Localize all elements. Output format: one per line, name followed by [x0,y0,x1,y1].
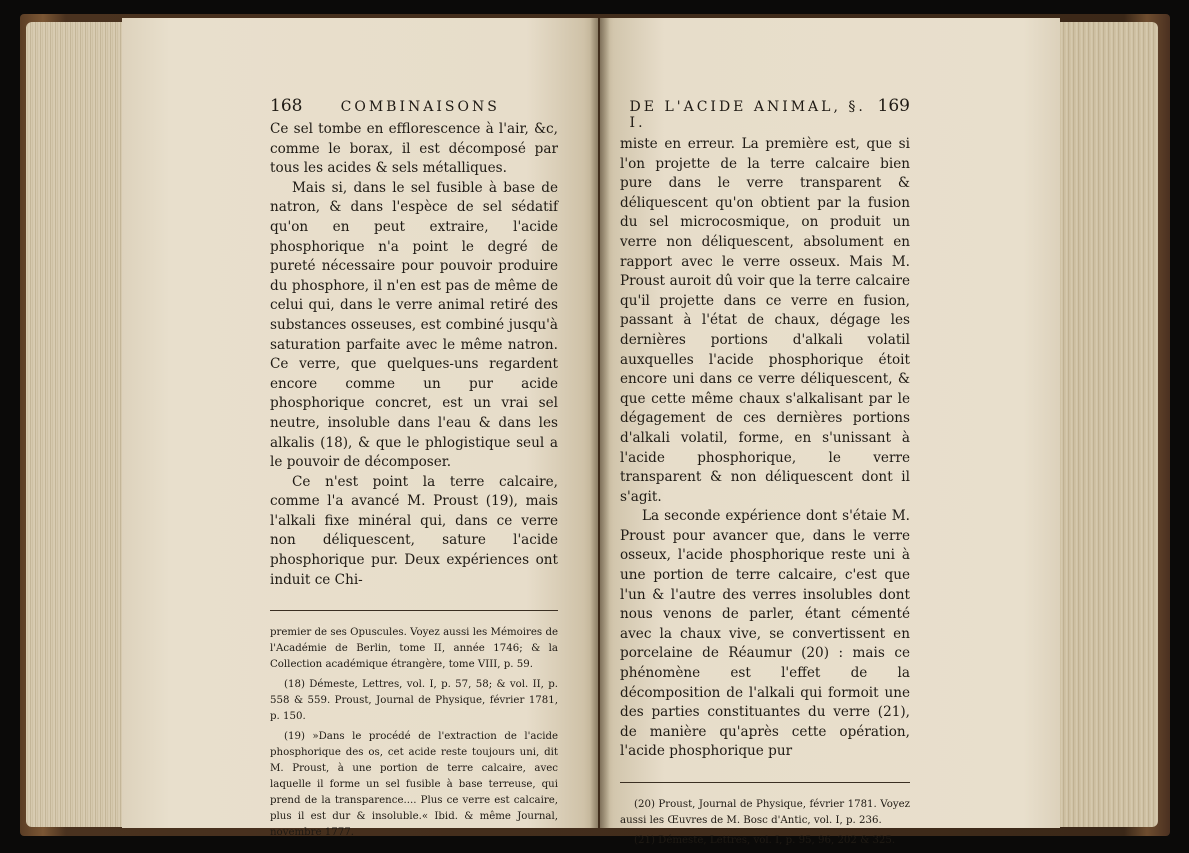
footnote: (19) »Dans le procédé de l'extraction de l'acide phosphorique des os, cet acide reste toujours uni, dit M. Proust, à une portion de terre calcaire, avec laquelle il forme un sel fusible à base terreuse, qui prend de la transparence.... Plus ce verre est calcaire, plus il est dur & insoluble.« Ibid. & même Journal, novembre 1777. [270,731,558,839]
footnote-rule [270,610,558,611]
paragraph: Mais si, dans le sel fusible à base de natron, & dans l'espèce de sel sédatif qu'on en peut extraire, l'acide phosphorique n'a point le degré de pureté nécessaire pour pouvoir produire du phosphore, il n'en est pas de même de celui qui, dans le verre animal retiré des substances osseuses, est combiné jusqu'à saturation parfaite avec le même natron. Ce verre, que quelques-uns regardent encore comme un pur acide phosphorique concret, est un vrai sel neutre, insoluble dans l'eau & dans les alkalis (18), & que le phlogistique seul a le pouvoir de décomposer. [270,179,558,471]
footnote: (20) Proust, Journal de Physique, février 1781. Voyez aussi les Œuvres de M. Bosc d'Antic, vol. I, p. 236. [620,799,910,826]
page-edges-right [1050,22,1158,827]
left-page-footnotes [270,625,558,841]
right-page-body [620,135,910,762]
page-edges-left [26,22,136,827]
paragraph: Ce n'est point la terre calcaire, comme l'a avancé M. Proust (19), mais l'alkali fixe minéral qui, dans ce verre non déliquescent, sature l'acide phosphorique pur. Deux expériences ont induit ce Chi- [270,473,558,588]
left-page-header [270,96,558,116]
right-page-header [620,96,910,131]
paragraph: miste en erreur. La première est, que si l'on projette de la terre calcaire bien pure dans le verre transparent & déliquescent qu'on obtient par la fusion du sel microcosmique, on produit un verre non déliquescent, absolument en rapport avec le verre osseux. Mais M. Proust auroit dû voir que la terre calcaire qu'il projette dans ce verre en fusion, passant à l'état de chaux, dégage les dernières portions d'alkali volatil auxquelles l'acide phosphorique étoit encore uni dans ce verre déliquescent, & que cette même chaux s'alkalisant par le dégagement de ces dernières portions d'alkali volatil, forme, en s'unissant à l'acide phosphorique, le verre transparent & non déliquescent dont il s'agit. [620,136,910,505]
right-page-footnotes [620,797,910,849]
page-number: 168 [270,96,303,116]
left-page-body [270,120,558,590]
footnote: premier de ses Opuscules. Voyez aussi les Mémoires de l'Académie de Berlin, tome II, année 1746; & la Collection académique étrangère, tome VIII, p. 59. [270,627,558,671]
running-head: COMBINAISONS [340,99,500,115]
paragraph: Ce sel tombe en efflorescence à l'air, &c, comme le borax, il est décomposé par tous les acides & sels métalliques. [270,121,558,177]
footnote: (21) Démeste, Lettres, vol. I, p. 95, 96, 202 & 325. [634,835,896,846]
page-number: 169 [877,96,910,116]
footnote: (18) Démeste, Lettres, vol. I, p. 57, 58; & vol. II, p. 558 & 559. Proust, Journal de Physique, février 1781, p. 150. [270,679,558,723]
footnote-rule [620,782,910,783]
left-page [122,18,598,839]
right-page [600,18,1060,846]
paragraph: La seconde expérience dont s'étaie M. Proust pour avancer que, dans le verre osseux, l'acide phosphorique reste uni à une portion de terre calcaire, c'est que l'un & l'autre des verres insolubles dont nous venons de parler, étant cémenté avec la chaux vive, se convertissent en porcelaine de Réaumur (20) : mais ce phénomène est l'effet de la décomposition de l'alkali qui formoit une des parties constituantes du verre (21), de manière qu'après cette opération, l'acide phosphorique pur [620,508,910,760]
book-gutter [590,18,610,828]
running-head: DE L'ACIDE ANIMAL, §. I. [629,99,866,131]
